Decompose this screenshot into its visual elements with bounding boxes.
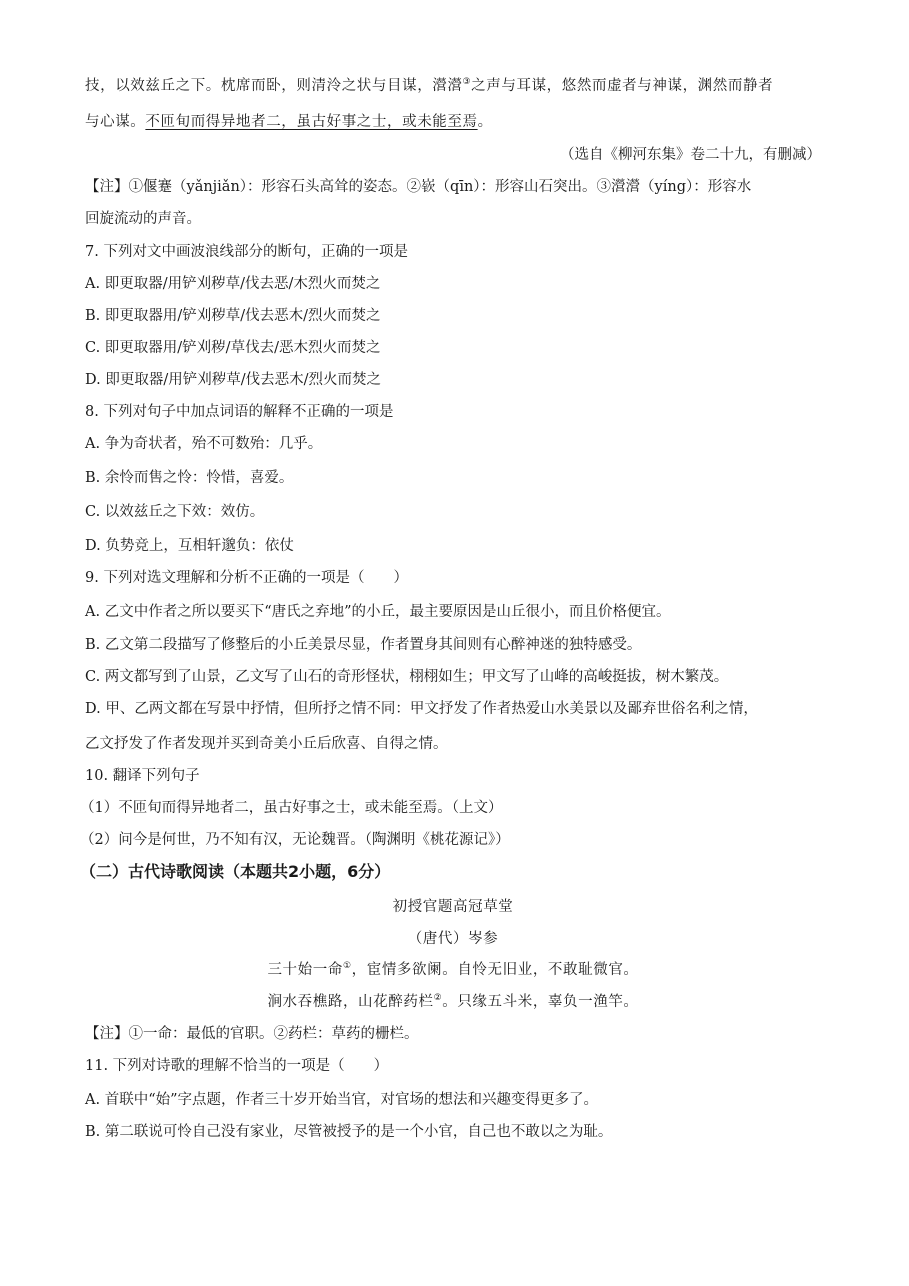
passage-text: 之声与耳谋，悠然而虚者与神谋，渊然而静者 <box>471 78 774 94</box>
footnote-marker: ① <box>342 961 352 972</box>
q9-option-d-continued: 乙文抒发了作者发现并买到奇美小丘后欣喜、自得之情。 <box>85 736 448 752</box>
footnote-marker: ② <box>433 993 443 1004</box>
section-heading: （二）古代诗歌阅读（本题共2小题，6分） <box>80 862 391 881</box>
q9-option-d: D. 甲、乙两文都在写景中抒情，但所抒之情不同：甲文抒发了作者热爱山水美景以及鄙弃世俗名利之情， <box>85 701 758 717</box>
q9-stem: 9. 下列对选文理解和分析不正确的一项是（ ） <box>85 570 408 586</box>
q8-option-b: B. 余怜而售之怜：怜惜，喜爱。 <box>85 470 294 486</box>
passage-source: （选自《柳河东集》卷二十九，有删减） <box>560 147 821 163</box>
passage-line-1 <box>85 75 821 97</box>
q9-option-c: C. 两文都写到了山景，乙文写了山石的奇形怪状，栩栩如生；甲文写了山峰的高峻挺拔，树木繁茂。 <box>85 669 729 685</box>
q8-option-c: C. 以效兹丘之下效：效仿。 <box>85 504 265 520</box>
poem-text: 涧水吞樵路，山花醉药栏 <box>267 994 434 1010</box>
poem-text: 三十始一命 <box>267 962 343 978</box>
q10-item-2: （2）问今是何世，乃不知有汉，无论魏晋。（陶渊明《桃花源记》） <box>80 832 510 848</box>
passage-note-line-2: 回旋流动的声音。 <box>85 211 201 227</box>
q7-option-b: B. 即更取器用/铲刈秽草/伐去恶木/烈火而焚之 <box>85 308 381 324</box>
q11-option-b: B. 第二联说可怜自己没有家业，尽管被授予的是一个小官，自己也不敢以之为耻。 <box>85 1124 613 1140</box>
passage-text: 技，以效兹丘之下。枕席而卧，则清泠之状与目谋，瀯瀯 <box>85 78 463 94</box>
q9-option-b: B. 乙文第二段描写了修整后的小丘美景尽显，作者置身其间则有心醉神迷的独特感受。 <box>85 637 642 653</box>
footnote-marker: ③ <box>462 77 472 88</box>
passage-text: 。 <box>477 114 493 130</box>
poem-author: （唐代）岑参 <box>407 931 499 947</box>
q11-stem: 11. 下列对诗歌的理解不恰当的一项是（ ） <box>85 1058 389 1074</box>
underlined-sentence: 不匝旬而得异地者二，虽古好事之士，或未能至焉 <box>145 114 478 130</box>
poem-line-1 <box>85 959 821 981</box>
poem-line-2 <box>85 991 821 1013</box>
q10-item-1: （1）不匝旬而得异地者二，虽古好事之士，或未能至焉。（上文） <box>80 800 503 816</box>
poem-note: 【注】①一命：最低的官职。②药栏：草药的栅栏。 <box>85 1026 419 1042</box>
q11-option-a: A. 首联中“始”字点题，作者三十岁开始当官，对官场的想法和兴趣变得更多了。 <box>85 1092 599 1108</box>
poem-text: ，宦情多欲阑。自怜无旧业，不敢耻微官。 <box>351 962 639 978</box>
q7-stem: 7. 下列对文中画波浪线部分的断句，正确的一项是 <box>85 244 408 260</box>
q7-option-a: A. 即更取器/用铲刈秽草/伐去恶/木烈火而焚之 <box>85 276 381 292</box>
q7-option-d: D. 即更取器/用铲刈秽草/伐去恶木/烈火而焚之 <box>85 372 381 388</box>
passage-note-line-1: 【注】①偃蹇（yǎnjiǎn）：形容石头高耸的姿态。②嵚（qīn）：形容山石突出。③瀯瀯（yíng）：形容水 <box>85 179 752 195</box>
poem-title: 初授官题高冠草堂 <box>392 899 514 915</box>
q8-stem: 8. 下列对句子中加点词语的解释不正确的一项是 <box>85 404 394 420</box>
passage-text: 与心谋。 <box>85 114 146 130</box>
q7-option-c: C. 即更取器用/铲刈秽/草伐去/恶木烈火而焚之 <box>85 340 381 356</box>
q9-option-a: A. 乙文中作者之所以要买下“唐氏之弃地”的小丘，最主要原因是山丘很小，而且价格便宜。 <box>85 604 671 620</box>
q10-stem: 10. 翻译下列句子 <box>85 768 200 784</box>
passage-line-2 <box>85 111 821 133</box>
q8-option-a: A. 争为奇状者，殆不可数殆：几乎。 <box>85 436 323 452</box>
q8-option-d: D. 负势竞上，互相轩邈负：依仗 <box>85 538 294 554</box>
poem-text: 。只缘五斗米，辜负一渔竿。 <box>442 994 639 1010</box>
